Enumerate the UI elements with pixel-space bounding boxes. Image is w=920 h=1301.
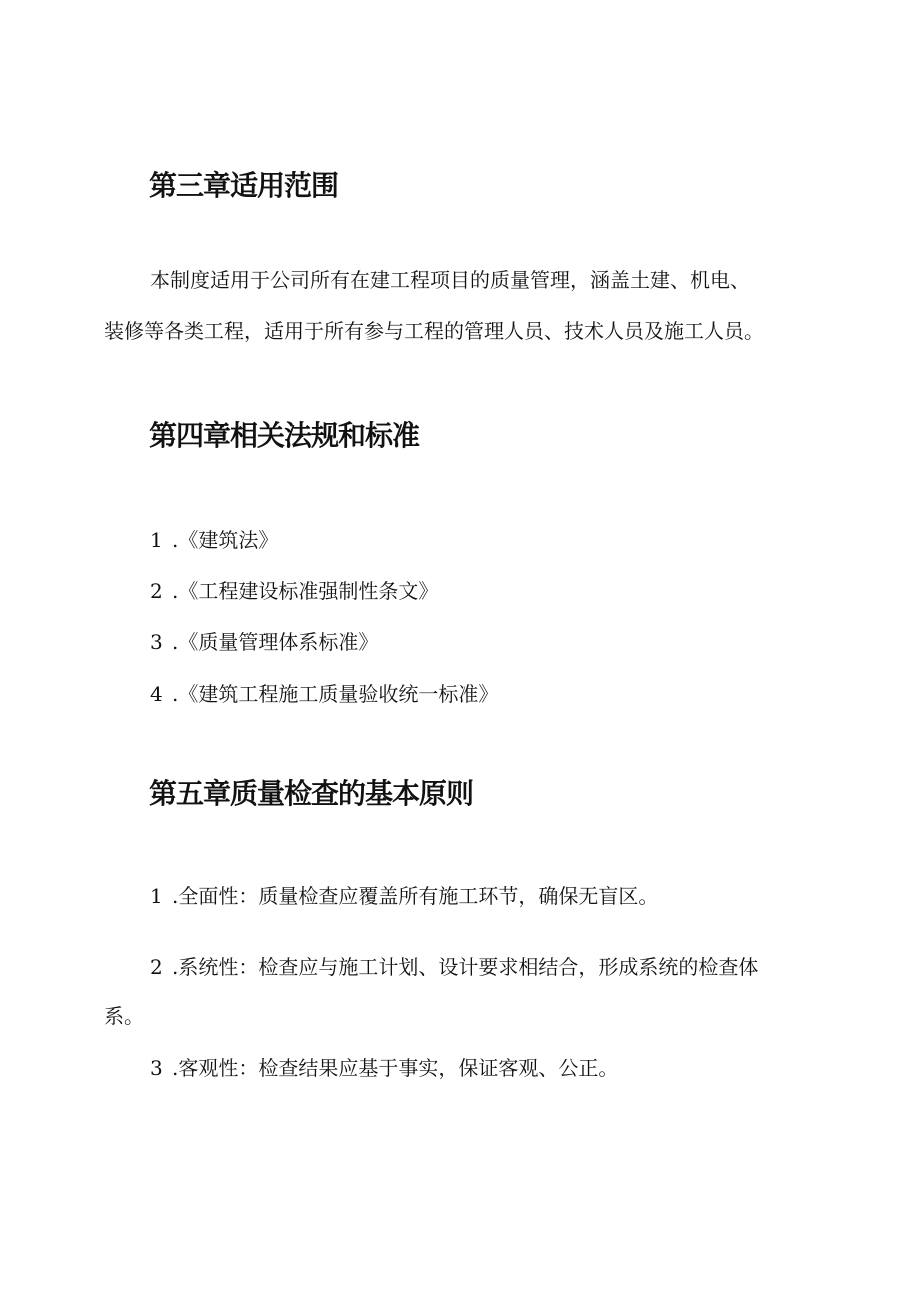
list-text: .《建筑工程施工质量验收统一标准》: [172, 682, 499, 706]
regulation-item-1: [150, 526, 278, 554]
principle-item-1: [150, 882, 658, 910]
list-number: 1: [150, 884, 163, 908]
list-number: 2: [150, 955, 163, 979]
list-number: 1: [150, 528, 163, 552]
regulation-item-2: [150, 577, 438, 605]
principle-item-3: [150, 1054, 618, 1082]
list-text: .《工程建设标准强制性条文》: [172, 579, 439, 603]
regulation-item-3: [150, 628, 378, 656]
list-text: .客观性：检查结果应基于事实，保证客观、公正。: [172, 1056, 619, 1080]
chapter-3-heading: 第三章适用范围: [149, 169, 339, 202]
list-text: .《建筑法》: [172, 528, 279, 552]
list-text: .系统性：检查应与施工计划、设计要求相结合，形成系统的检查体: [172, 955, 759, 979]
list-number: 3: [150, 630, 163, 654]
principle-item-2-continuation: 系。: [104, 1004, 144, 1028]
list-number: 4: [150, 682, 163, 706]
list-text: .全面性：质量检查应覆盖所有施工环节，确保无盲区。: [172, 884, 659, 908]
chapter-3-paragraph-line-2: 装修等各类工程，适用于所有参与工程的管理人员、技术人员及施工人员。: [104, 319, 764, 343]
chapter-4-heading: 第四章相关法规和标准: [149, 419, 420, 452]
chapter-3-paragraph-line-1: 本制度适用于公司所有在建工程项目的质量管理，涵盖土建、机电、: [150, 268, 750, 292]
principle-item-2: [150, 953, 758, 981]
list-number: 3: [150, 1056, 163, 1080]
regulation-item-4: [150, 680, 498, 708]
list-text: .《质量管理体系标准》: [172, 630, 379, 654]
list-number: 2: [150, 579, 163, 603]
chapter-5-heading: 第五章质量检查的基本原则: [149, 777, 474, 810]
